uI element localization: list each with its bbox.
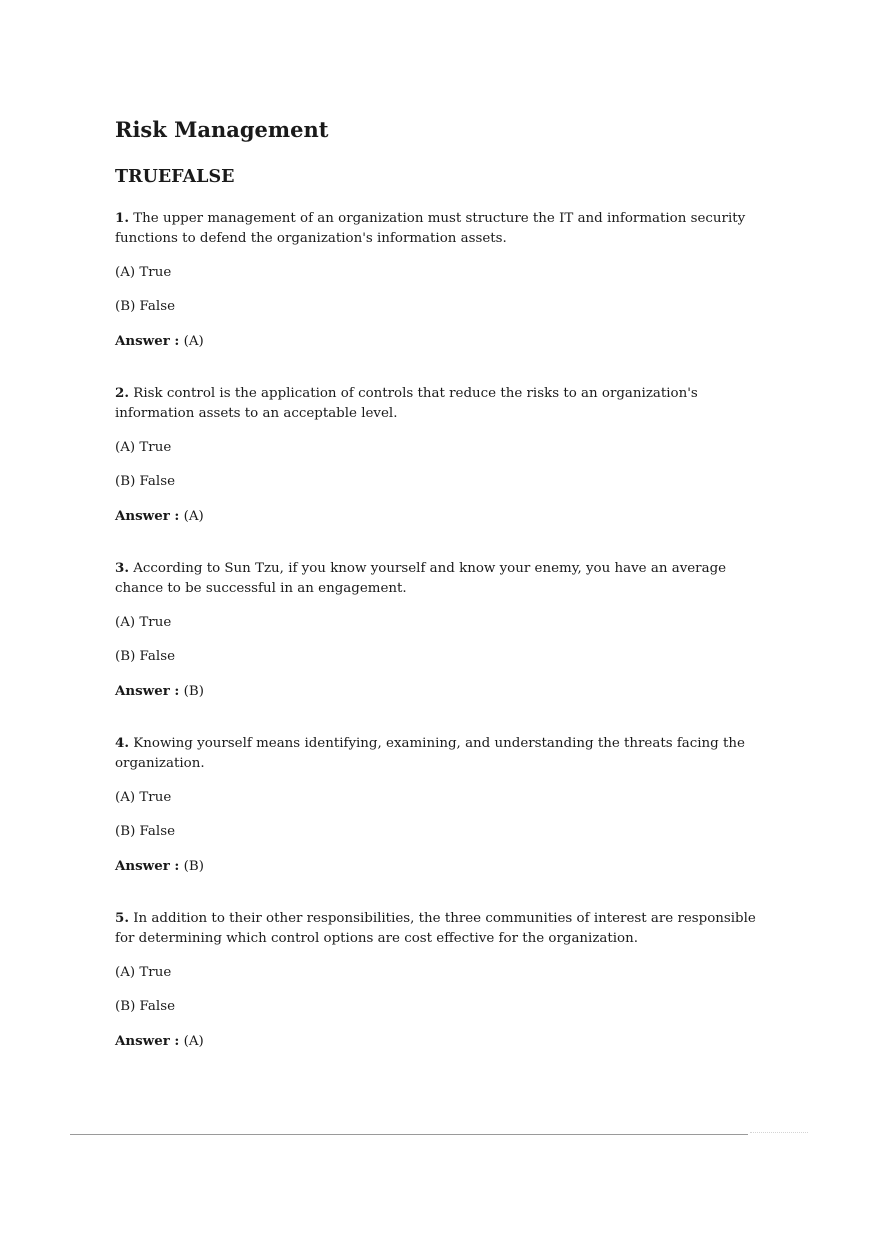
question-number: 5. [115,910,129,926]
footer-watermark [750,1132,808,1135]
question-5 [115,909,775,1084]
question-number: 1. [115,210,129,226]
answer-label: Answer : [115,858,180,874]
answer-value: (A) [183,509,204,524]
question-3 [115,559,775,734]
option-b: (B) False [115,299,175,314]
option-a: (A) True [115,790,172,805]
answer-line [115,507,204,526]
section-title: TRUEFALSE [115,167,235,187]
answer-label: Answer : [115,508,180,524]
answer-value: (B) [183,859,204,874]
question-4 [115,734,775,909]
question-body: Risk control is the application of controls that reduce the risks to an organization's information assets to an acceptable level. [115,386,698,421]
option-b: (B) False [115,999,175,1014]
option-b: (B) False [115,824,175,839]
answer-line [115,857,204,876]
question-text [115,384,770,423]
document-title: Risk Management [115,117,329,142]
question-number: 2. [115,385,129,401]
footer-divider [70,1134,748,1135]
answer-line [115,332,204,351]
question-list [115,209,775,1084]
question-body: The upper management of an organization must structure the IT and information security functions to defend the organization's information assets. [115,211,746,246]
option-b: (B) False [115,649,175,664]
question-number: 3. [115,560,129,576]
question-1 [115,209,775,384]
question-text [115,734,770,773]
option-a: (A) True [115,265,172,280]
option-b: (B) False [115,474,175,489]
answer-label: Answer : [115,1033,180,1049]
question-text [115,209,770,248]
question-body: Knowing yourself means identifying, examining, and understanding the threats facing the organization. [115,736,745,771]
question-body: In addition to their other responsibilities, the three communities of interest are responsible for determining which control options are cost effective for the organization. [115,911,756,946]
option-a: (A) True [115,440,172,455]
answer-line [115,1032,204,1051]
answer-value: (B) [183,684,204,699]
option-a: (A) True [115,615,172,630]
question-body: According to Sun Tzu, if you know yourself and know your enemy, you have an average chance to be successful in an engagement. [115,561,727,596]
question-text [115,909,770,948]
question-text [115,559,770,598]
question-number: 4. [115,735,129,751]
question-2 [115,384,775,559]
option-a: (A) True [115,965,172,980]
answer-line [115,682,204,701]
answer-value: (A) [183,1034,204,1049]
answer-label: Answer : [115,333,180,349]
answer-label: Answer : [115,683,180,699]
answer-value: (A) [183,334,204,349]
